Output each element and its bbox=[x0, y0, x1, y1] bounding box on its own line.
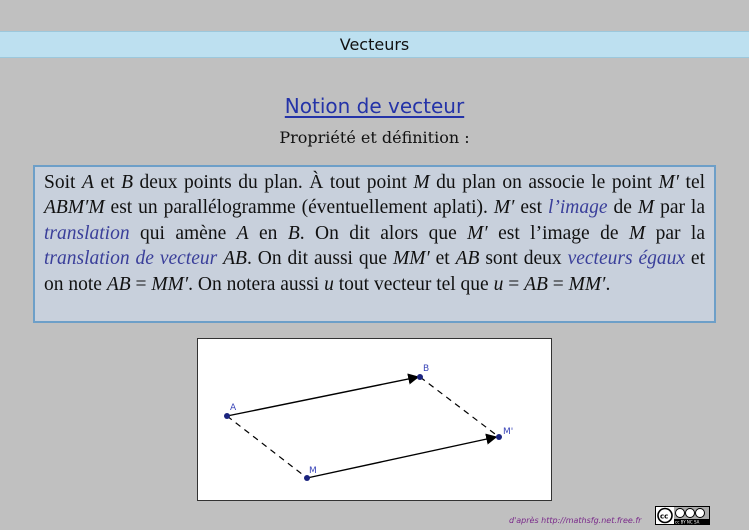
header-title: Vecteurs bbox=[339, 35, 410, 54]
figure-svg bbox=[198, 339, 553, 502]
term-translation-vecteur: translation de vecteur bbox=[44, 248, 218, 270]
vector-ab bbox=[227, 377, 418, 416]
term-image: l’image bbox=[547, 197, 608, 219]
point-m-prime bbox=[496, 434, 502, 440]
dashed-am bbox=[227, 416, 307, 478]
credit-link[interactable]: d'après http://mathsfg.net.free.fr bbox=[509, 516, 642, 525]
dashed-bm-prime bbox=[420, 377, 499, 437]
point-a bbox=[224, 413, 230, 419]
cc-license-text: cc BY NC SA bbox=[675, 519, 700, 524]
label-m-prime: M' bbox=[503, 427, 514, 437]
label-m: M bbox=[309, 466, 317, 476]
definition-box bbox=[33, 165, 716, 323]
svg-text:cc: cc bbox=[660, 512, 669, 521]
page-header bbox=[0, 31, 749, 58]
term-translation: translation bbox=[44, 222, 130, 244]
label-a: A bbox=[230, 403, 237, 413]
parallelogram-figure bbox=[197, 338, 552, 501]
cc-license-badge bbox=[655, 506, 710, 525]
section-title: Notion de vecteur bbox=[284, 94, 465, 118]
term-vecteurs-egaux: vecteurs égaux bbox=[567, 248, 686, 270]
cc-license-icon bbox=[656, 507, 709, 524]
section-subtitle: Propriété et définition : bbox=[279, 128, 470, 147]
vector-mm-prime bbox=[307, 437, 496, 478]
definition-text: Soit A et B deux points du plan. À tout point M du plan on associe le point M′ tel ABM′M est un parallélogramme (éventuellement aplati). M′ est l’image de M par la translation qui amène A en B. On dit alors que M′ est l’image de M par la translation de vecteur AB. On dit aussi que MM′ et AB sont deux vecteurs égaux et on note AB = MM′. On notera aussi u tout vecteur tel que u = AB = MM′. bbox=[44, 172, 706, 295]
point-b bbox=[417, 374, 423, 380]
label-b: B bbox=[423, 364, 430, 374]
